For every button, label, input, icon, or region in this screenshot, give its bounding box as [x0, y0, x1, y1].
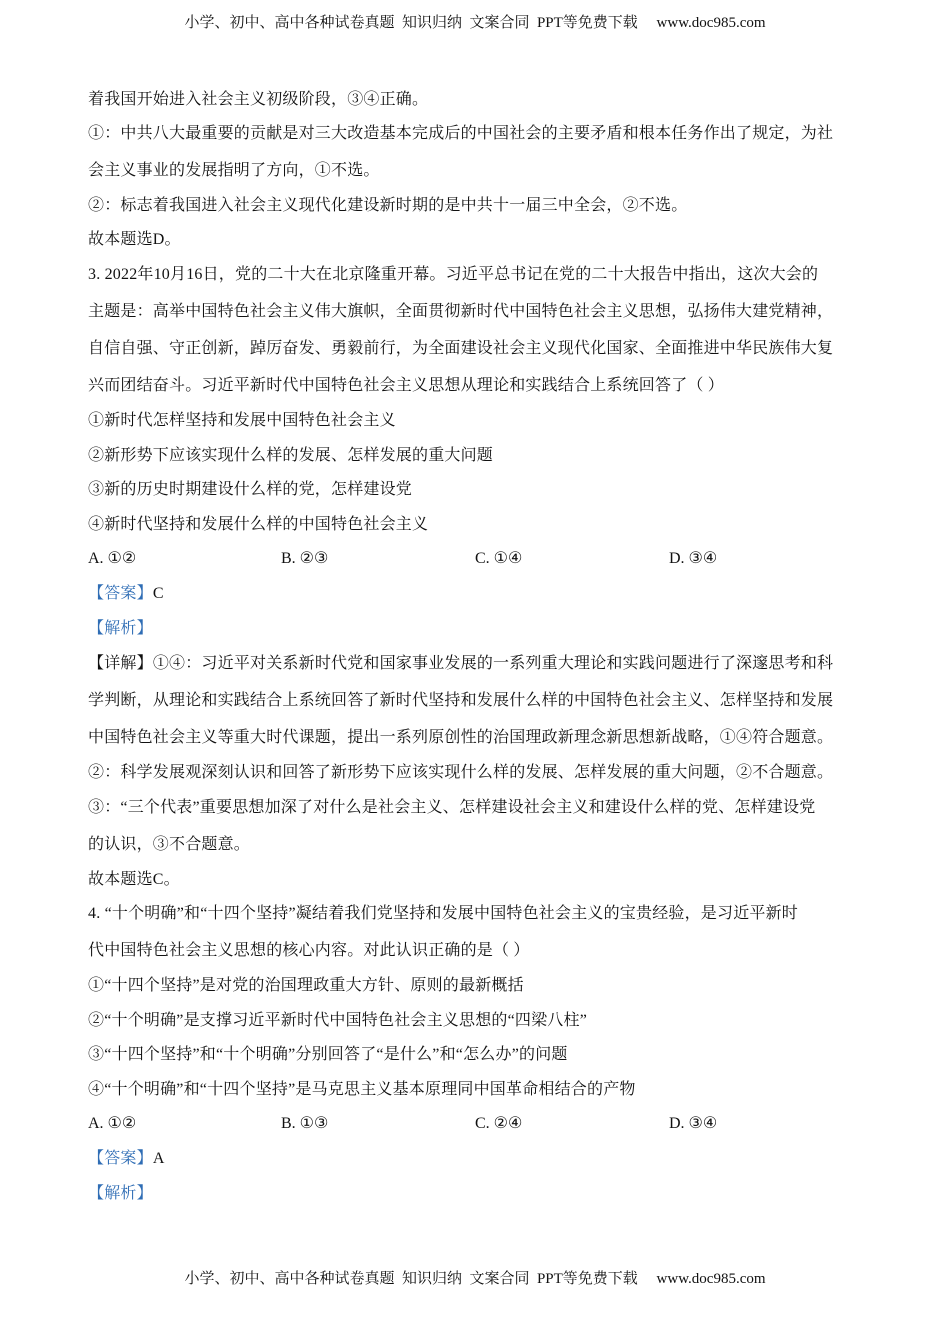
question-4-option-d: D. ③④	[669, 1115, 718, 1132]
question-3-option-b: B. ②③	[281, 550, 329, 567]
question-3-option-c: C. ①④	[475, 550, 523, 567]
answer-value: C	[152, 585, 164, 602]
detail-text: 故本题选C。	[88, 871, 180, 888]
question-4-option-a: A. ①②	[88, 1115, 137, 1132]
question-3-item: ①新时代怎样坚持和发展中国特色社会主义	[88, 412, 396, 429]
text-line: 会主义事业的发展指明了方向，①不选。	[88, 162, 380, 179]
answer-label: 【答案】	[88, 1150, 153, 1167]
question-4-stem: 4. “十个明确”和“十四个坚持”凝结着我们党坚持和发展中国特色社会主义的宝贵经验，是习近平新时	[88, 905, 799, 922]
detail-text: 中国特色社会主义等重大时代课题，提出一系列原创性的治国理政新理念新思想新战略，①④符合题意。	[88, 729, 834, 746]
question-4-option-c: C. ②④	[475, 1115, 523, 1132]
question-4-answer	[88, 1149, 165, 1169]
text-line: 着我国开始进入社会主义初级阶段，③④正确。	[88, 91, 429, 108]
question-4-stem: 代中国特色社会主义思想的核心内容。对此认识正确的是（ ）	[88, 942, 530, 959]
question-4-item: ①“十四个坚持”是对党的治国理政重大方针、原则的最新概括	[88, 977, 524, 994]
question-3-stem: 主题是：高举中国特色社会主义伟大旗帜，全面贯彻新时代中国特色社会主义思想，弘扬伟大建党精神，	[88, 303, 834, 320]
question-3-detail	[88, 654, 833, 674]
question-3-item: ②新形势下应该实现什么样的发展、怎样发展的重大问题	[88, 447, 494, 464]
question-3-option-d: D. ③④	[669, 550, 718, 567]
detail-text: 的认识，③不合题意。	[88, 836, 251, 853]
question-3-stem: 兴而团结奋斗。习近平新时代中国特色社会主义思想从理论和实践结合上系统回答了（ ）	[88, 377, 725, 394]
page-header: 小学、初中、高中各种试卷真题 知识归纳 文案合同 PPT等免费下载 www.doc985.com	[184, 15, 766, 31]
question-3-item: ④新时代坚持和发展什么样的中国特色社会主义	[88, 516, 429, 533]
question-4-item: ②“十个明确”是支撑习近平新时代中国特色社会主义思想的“四梁八柱”	[88, 1012, 588, 1029]
detail-text: ②：科学发展观深刻认识和回答了新形势下应该实现什么样的发展、怎样发展的重大问题，②不合题意。	[88, 764, 834, 781]
text-line: ②：标志着我国进入社会主义现代化建设新时期的是中共十一届三中全会，②不选。	[88, 197, 688, 214]
detail-text: ③：“三个代表”重要思想加深了对什么是社会主义、怎样建设社会主义和建设什么样的党、怎样建设党	[88, 799, 816, 816]
question-3-item: ③新的历史时期建设什么样的党，怎样建设党	[88, 481, 413, 498]
question-3-answer	[88, 584, 164, 604]
question-3-stem: 自信自强、守正创新，踔厉奋发、勇毅前行，为全面建设社会主义现代化国家、全面推进中华民族伟大复	[88, 340, 834, 357]
question-3-stem: 3. 2022年10月16日，党的二十大在北京隆重开幕。习近平总书记在党的二十大报告中指出，这次大会的	[88, 266, 819, 283]
page-footer: 小学、初中、高中各种试卷真题 知识归纳 文案合同 PPT等免费下载 www.doc985.com	[184, 1271, 766, 1287]
question-4-option-b: B. ①③	[281, 1115, 329, 1132]
detail-label: 【详解】	[88, 655, 153, 672]
analysis-label: 【解析】	[88, 1185, 153, 1202]
detail-text: ①④：习近平对关系新时代党和国家事业发展的一系列重大理论和实践问题进行了深邃思考和科	[152, 655, 834, 672]
question-4-item: ③“十四个坚持”和“十个明确”分别回答了“是什么”和“怎么办”的问题	[88, 1046, 568, 1063]
question-4-item: ④“十个明确”和“十四个坚持”是马克思主义基本原理同中国革命相结合的产物	[88, 1081, 636, 1098]
detail-text: 学判断，从理论和实践结合上系统回答了新时代坚持和发展什么样的中国特色社会主义、怎样坚持和发展	[88, 692, 834, 709]
answer-label: 【答案】	[88, 585, 153, 602]
answer-value: A	[152, 1150, 165, 1167]
question-3-option-a: A. ①②	[88, 550, 137, 567]
text-line: 故本题选D。	[88, 231, 181, 248]
analysis-label: 【解析】	[88, 620, 153, 637]
text-line: ①：中共八大最重要的贡献是对三大改造基本完成后的中国社会的主要矛盾和根本任务作出了规定，为社	[88, 125, 834, 142]
